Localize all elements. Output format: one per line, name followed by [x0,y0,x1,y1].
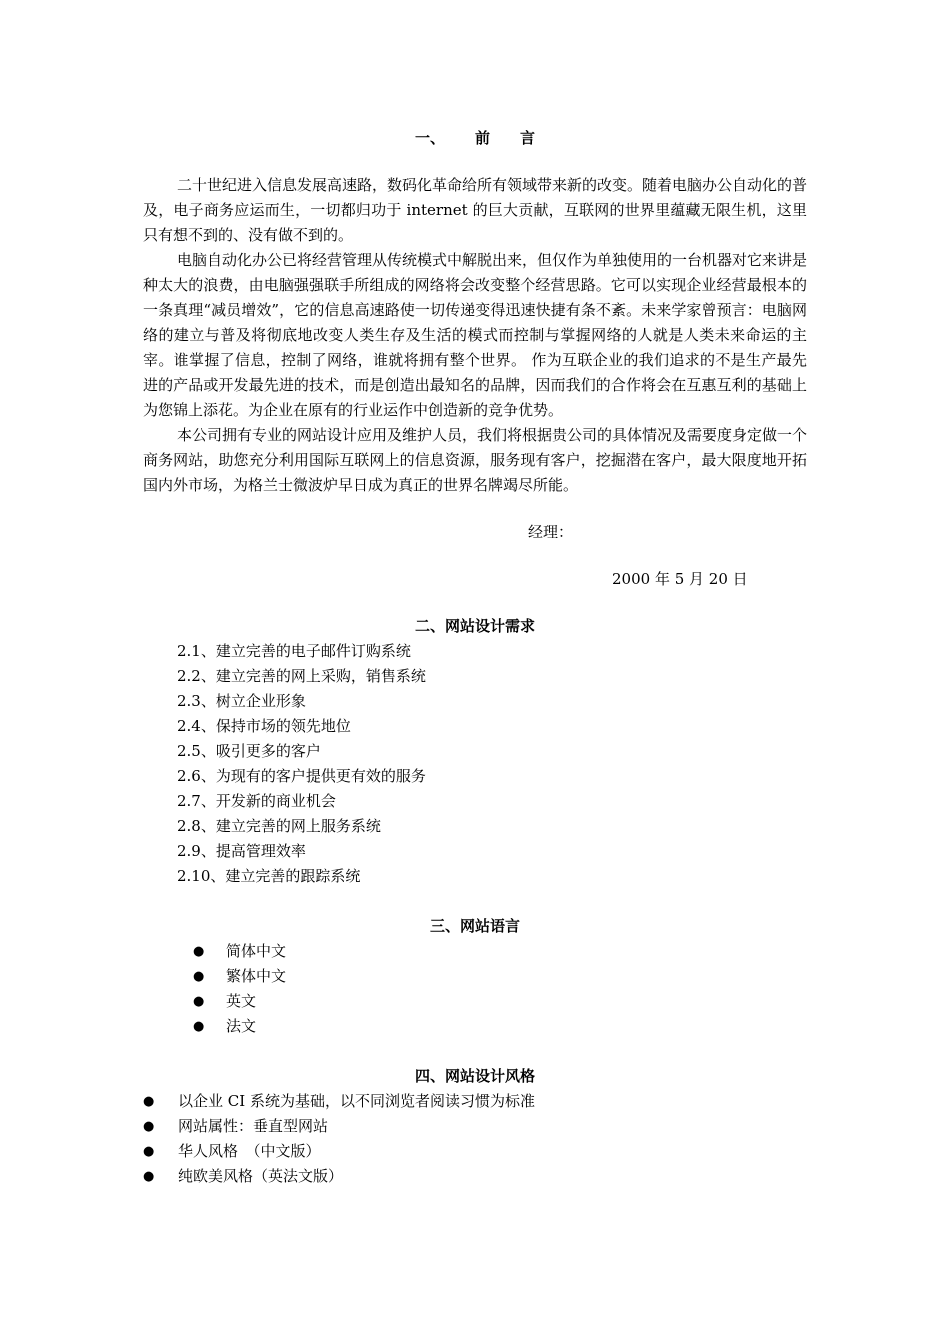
list-item: ● 法文 [143,1014,807,1039]
bullet-icon: ● [143,1119,155,1134]
list-item: ● 繁体中文 [143,964,807,989]
list-item: 2.7、开发新的商业机会 [177,792,336,810]
list-item: 2.4、保持市场的领先地位 [177,717,351,735]
bullet-icon: ● [143,1094,155,1109]
list-item: 2.8、建立完善的网上服务系统 [177,817,381,835]
list-item: 2.3、树立企业形象 [177,692,306,710]
bullet-icon: ● [143,1144,155,1159]
intro-paragraph-2: 电脑自动化办公已将经营管理从传统模式中解脱出来，但仅作为单独使用的一台机器对它来讲是种太大的浪费，由电脑强强联手所组成的网络将会改变整个经营思路。它可以实现企业经营最根本的一条真理“减员增效”，它的信息高速路使一切传递变得迅速快捷有条不紊。未来学家曾预言：电脑网络的建立与普及将彻底地改变人类生存及生活的模式而控制与掌握网络的人就是人类未来命运的主宰。谁掌握了信息，控制了网络，谁就将拥有整个世界。 作为互联企业的我们追求的不是生产最先进的产品或开发最先进的技术，而是创造出最知名的品牌，因而我们的合作将会在互惠互利的基础上为您锦上添花。为企业在原有的行业运作中创造新的竞争优势。 [143,251,808,419]
document-body [143,126,807,1189]
language-list [143,939,807,1039]
list-item: ● 英文 [143,989,807,1014]
list-item: 2.5、吸引更多的客户 [177,742,321,760]
bullet-icon: ● [193,944,205,959]
intro-paragraph-3: 本公司拥有专业的网站设计应用及维护人员，我们将根据贵公司的具体情况及需要度身定做一个商务网站，助您充分利用国际互联网上的信息资源，服务现有客户，挖掘潜在客户，最大限度地开拓国内外市场，为格兰士微波炉早日成为真正的世界名牌竭尽所能。 [143,426,808,494]
list-item: ● 简体中文 [143,939,807,964]
section-4-title: 四、网站设计风格 [414,1067,535,1085]
section-1-title-char-2: 言 [520,129,536,147]
list-item: ● 华人风格 （中文版） [143,1139,807,1164]
list-item: 2.2、建立完善的网上采购，销售系统 [177,667,426,685]
section-2-title: 二、网站设计需求 [414,617,535,635]
signature-date: 2000 年 5 月 20 日 [612,570,748,588]
intro-paragraph-1: 二十世纪进入信息发展高速路，数码化革命给所有领域带来新的改变。随着电脑办公自动化的普及，电子商务应运而生，一切都归功于 internet 的巨大贡献，互联网的世界里蕴藏无限生机，这里只有想不到的、没有做不到的。 [143,176,808,244]
bullet-icon: ● [143,1169,155,1184]
list-item: 2.9、提高管理效率 [177,842,306,860]
section-1-title-char-1: 前 [474,129,490,147]
list-item: 2.10、建立完善的跟踪系统 [177,867,361,885]
manager-label: 经理： [528,523,574,541]
bullet-icon: ● [193,994,205,1009]
section-3-title: 三、网站语言 [429,917,520,935]
list-item: 2.1、建立完善的电子邮件订购系统 [177,642,411,660]
section-1-title [143,126,807,151]
bullet-icon: ● [193,969,205,984]
list-item: ● 纯欧美风格（英法文版） [143,1164,807,1189]
list-item: ● 网站属性：垂直型网站 [143,1114,807,1139]
style-list [143,1089,807,1189]
bullet-icon: ● [193,1019,205,1034]
list-item: ● 以企业 CI 系统为基础，以不同浏览者阅读习惯为标准 [143,1089,807,1114]
section-1-number: 一、 [414,129,445,147]
list-item: 2.6、为现有的客户提供更有效的服务 [177,767,426,785]
requirements-list [143,639,807,889]
